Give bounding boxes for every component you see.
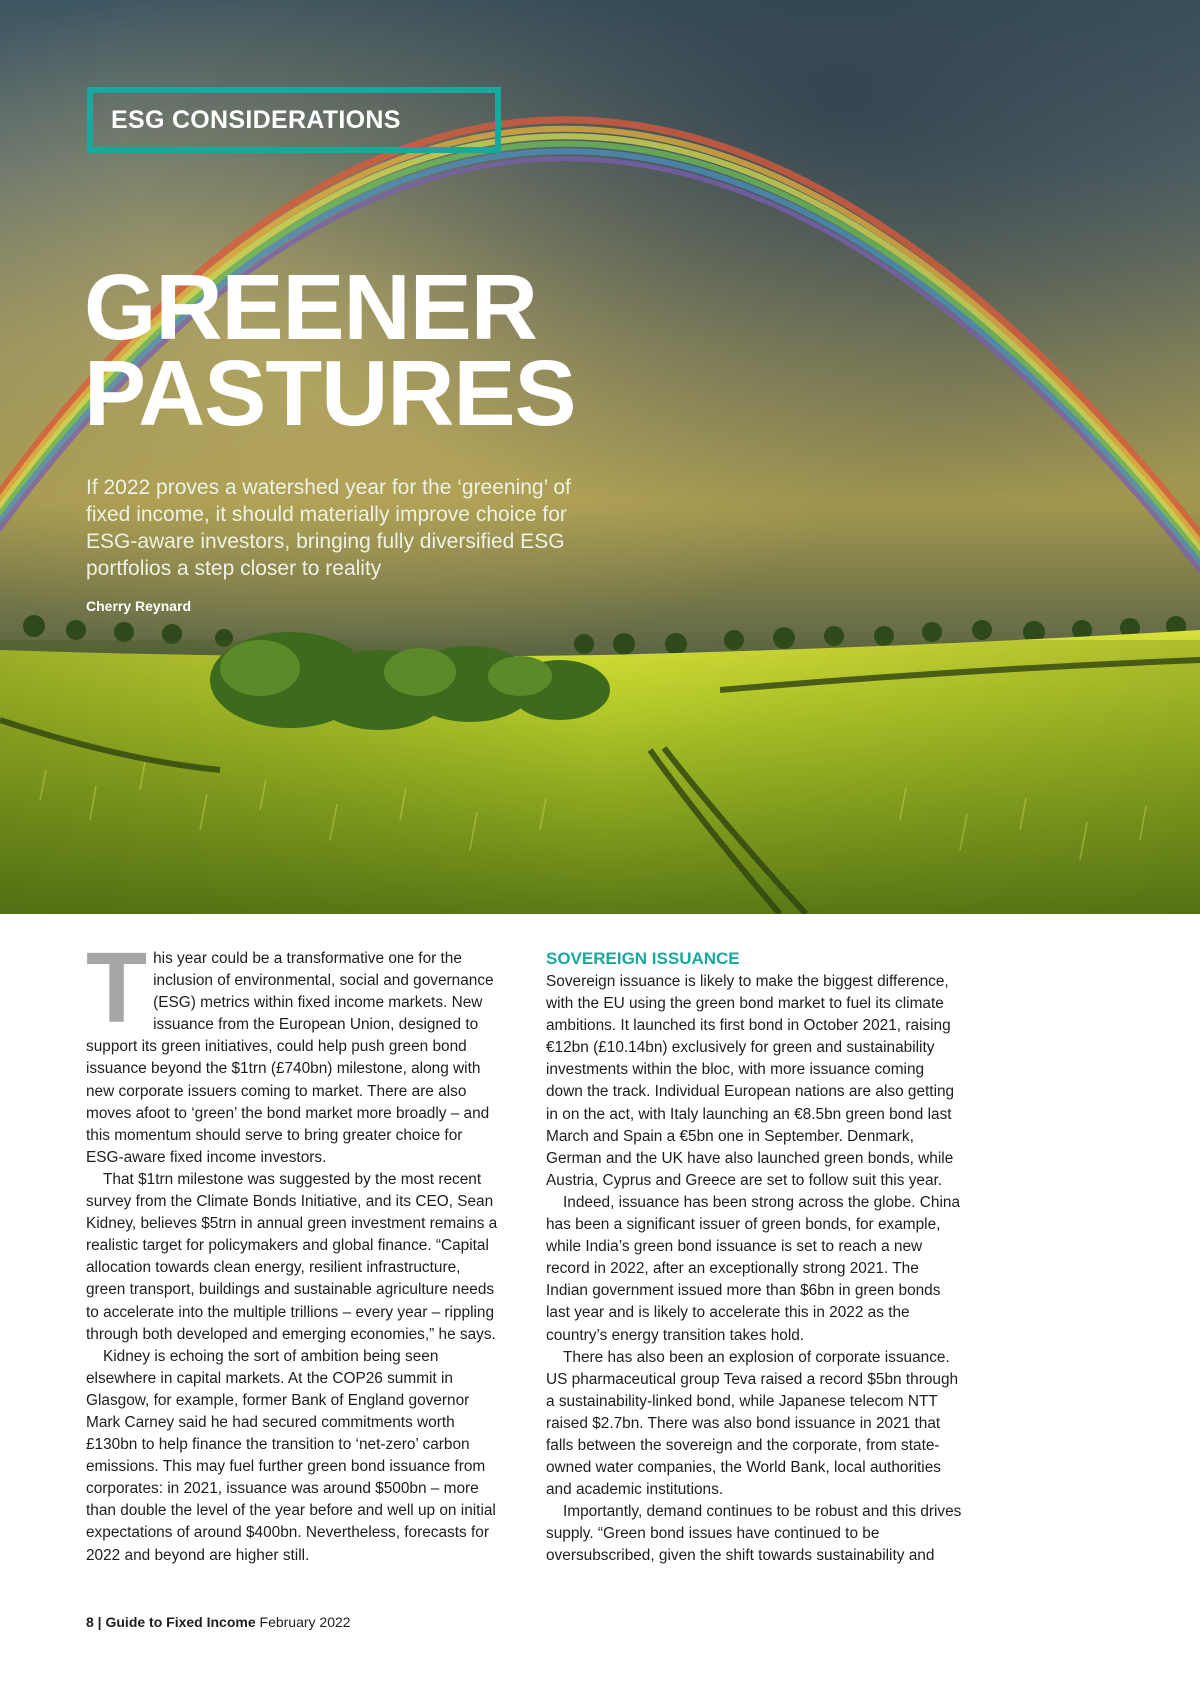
article-column-left — [86, 932, 502, 1567]
body-paragraph: There has also been an explosion of corporate issuance. US pharmaceutical group Teva raised a record $5bn through a sustainability-linked bond, while Japanese telecom NTT raised $2.7bn. There was also bond issuance in 2021 that falls between the sovereign and the corporate, from state-owned water companies, the World Bank, local authorities and academic institutions. — [546, 1348, 959, 1499]
article-headline — [84, 255, 576, 445]
publication-name: Guide to Fixed Income — [105, 1614, 256, 1630]
section-tag: ESG CONSIDERATIONS — [111, 105, 401, 134]
page-number: 8 | — [86, 1614, 102, 1630]
article-column-right — [546, 948, 962, 1568]
page-footer — [86, 1614, 351, 1630]
section-tag-box — [87, 87, 501, 153]
body-paragraph: Importantly, demand continues to be robust and this drives supply. “Green bond issues have continued to be oversubscribed, given the shift towards sustainability and — [546, 1503, 962, 1565]
body-paragraph: That $1trn milestone was suggested by the most recent survey from the Climate Bonds Initiative, and its CEO, Sean Kidney, believes $5trn in annual green investment remains a realistic target for policymakers and global finance. “Capital allocation towards clean energy, resilient infrastructure, green transport, buildings and sustainable agriculture needs to accelerate into the multiple trillions – every year – rippling through both developed and emerging economies,” he says. — [86, 1170, 498, 1343]
body-paragraph: Kidney is echoing the sort of ambition being seen elsewhere in capital markets. At the COP26 summit in Glasgow, for example, former Bank of England governor Mark Carney said he had secured commitments worth £130bn to help finance the transition to ‘net-zero’ carbon emissions. This may fuel further green bond issuance from corporates: in 2021, issuance was around $500bn – more than double the level of the year before and well up on initial expectations of around $400bn. Nevertheless, forecasts for 2022 and beyond are higher still. — [86, 1347, 496, 1564]
body-paragraph: Indeed, issuance has been strong across the globe. China has been a significant issuer of green bonds, for example, while India’s green bond issuance is set to reach a new record in 2022, after an exceptionally strong 2021. The Indian government issued more than $6bn in green bonds last year and is likely to accelerate this in 2022 as the country’s energy transition takes hold. — [546, 1193, 961, 1344]
subheading-sovereign-issuance: SOVEREIGN ISSUANCE — [546, 949, 740, 968]
author-byline: Cherry Reynard — [86, 598, 192, 614]
drop-cap: T — [86, 932, 148, 1044]
body-paragraph-text: his year could be a transformative one for the inclusion of environmental, social and governance (ESG) metrics within fixed income markets. New issuance from the European Union, designed to support its green initiatives, could help push green bond issuance beyond the $1trn (£740bn) milestone, along with new corporate issuers coming to market. There are also moves afoot to ‘green’ the bond market more broadly – and this momentum should serve to bring greater choice for ESG-aware fixed income investors. — [86, 950, 494, 1166]
headline-line-1: GREENER — [84, 255, 537, 359]
issue-date: February 2022 — [259, 1614, 351, 1630]
standfirst: If 2022 proves a watershed year for the ‘greening’ of fixed income, it should materially improve choice for ESG-aware investors, bringing fully diversified ESG portfolios a step closer to reality — [86, 476, 571, 580]
body-paragraph — [86, 932, 502, 1169]
body-paragraph: Sovereign issuance is likely to make the biggest difference, with the EU using the green bond market to fuel its climate ambitions. It launched its first bond in October 2021, raising €12bn (£10.14bn) exclusively for green and sustainability investments within the bloc, with more issuance coming down the track. Individual European nations are also getting in on the act, with Italy launching an €8.5bn green bond last March and Spain a €5bn one in September. Denmark, German and the UK have also launched green bonds, while Austria, Cyprus and Greece are set to follow suit this year. — [546, 973, 955, 1189]
headline-line-2: PASTURES — [84, 341, 576, 445]
